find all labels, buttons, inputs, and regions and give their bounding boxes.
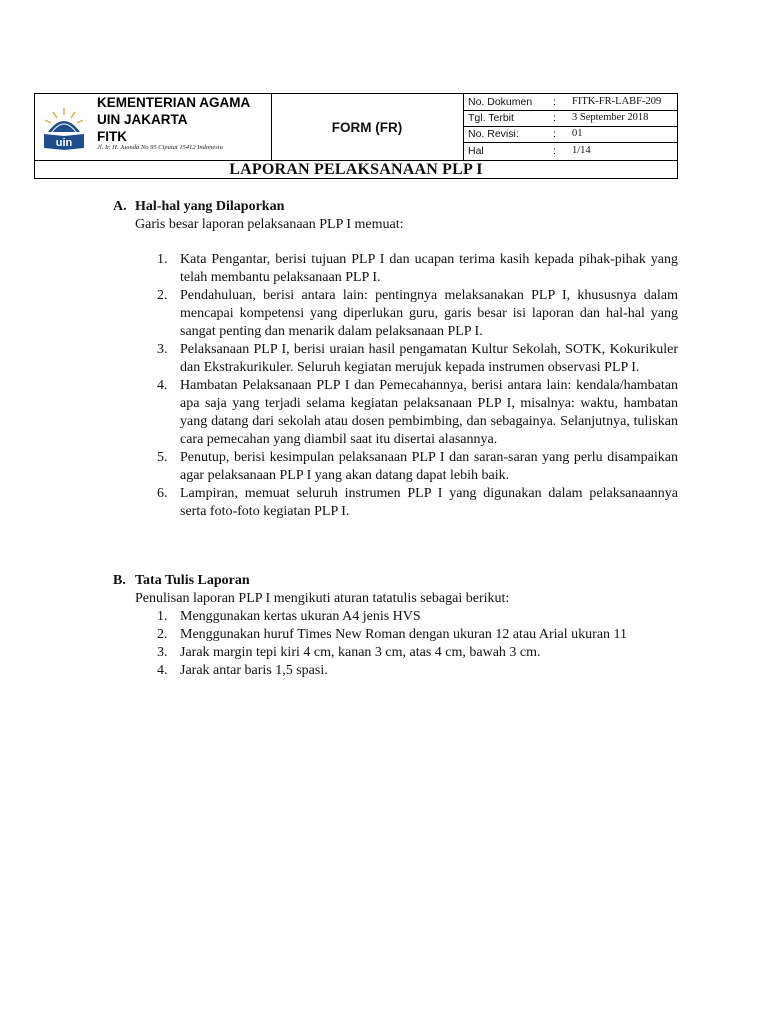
meta-separator: :: [553, 145, 556, 157]
list-item: [135, 287, 678, 341]
list-item-number: 3.: [157, 645, 168, 660]
meta-value: FITK-FR-LABF-209: [572, 96, 662, 107]
meta-row-issue-date: [463, 110, 678, 127]
list-item-number: 3.: [157, 342, 168, 357]
list-item-text: Menggunakan kertas ukuran A4 jenis HVS: [180, 609, 421, 624]
list-item-number: 2.: [157, 627, 168, 642]
institution-line-3: FITK: [97, 129, 127, 144]
list-item: [135, 485, 678, 521]
logo-text: uin: [55, 137, 73, 149]
list-item-text: Hambatan Pelaksanaan PLP I dan Pemecahannya, berisi antara lain: kendala/hambatan apa saja yang terjadi selama kegiatan pelaksanaan PLP I, misalnya: waktu, hambatan yang datang dari sekolah atau dosen pembimbing, dan sebagainya. Selanjutnya, tuliskan cara pemecahan yang diambil saat itu disertai alasannya.: [180, 378, 678, 447]
list-item-text: Pendahuluan, berisi antara lain: pentingnya melaksanakan PLP I, khususnya dalam mencapai kompetensi yang diperlukan guru, garis besar isi laporan dan hal-hal yang sangat penting dan menarik dalam pelaksanaan PLP I.: [180, 288, 678, 339]
meta-value: 01: [572, 128, 583, 139]
document-header: [34, 93, 678, 179]
list-item: [135, 644, 678, 662]
section-title: Hal-hal yang Dilaporkan: [135, 199, 285, 214]
meta-key: Tgl. Terbit: [468, 112, 514, 124]
section-b-list: [135, 608, 678, 680]
list-item-number: 1.: [157, 252, 168, 267]
meta-separator: :: [553, 128, 556, 140]
document-meta-table: [463, 94, 678, 160]
header-top-row: [35, 94, 677, 161]
section-title: Tata Tulis Laporan: [135, 573, 250, 588]
meta-key: No. Revisi:: [468, 128, 519, 140]
list-item-number: 4.: [157, 663, 168, 678]
section-b-intro: Penulisan laporan PLP I mengikuti aturan tatatulis sebagai berikut:: [135, 591, 510, 606]
list-item-number: 2.: [157, 288, 168, 303]
list-item: [135, 341, 678, 377]
list-item-text: Jarak antar baris 1,5 spasi.: [180, 663, 328, 678]
meta-separator: :: [553, 96, 556, 108]
institution-address: Jl. Ir. H. Juanda No 95 Ciputat 15412 Indonesia: [97, 144, 223, 151]
meta-row-revision: [463, 126, 678, 143]
list-item-number: 1.: [157, 609, 168, 624]
list-item: [135, 251, 678, 287]
list-item-number: 4.: [157, 378, 168, 393]
list-item-text: Menggunakan huruf Times New Roman dengan ukuran 12 atau Arial ukuran 11: [180, 627, 628, 642]
uin-logo-icon: [40, 106, 88, 150]
meta-row-page: [463, 143, 678, 159]
list-item: [135, 626, 678, 644]
meta-value: 1/14: [572, 145, 591, 156]
list-item-text: Jarak margin tepi kiri 4 cm, kanan 3 cm, atas 4 cm, bawah 3 cm.: [180, 645, 541, 660]
section-a-heading: [113, 198, 284, 216]
list-item: [135, 608, 678, 626]
section-letter: A.: [113, 199, 127, 214]
section-letter: B.: [113, 573, 126, 588]
institution-name: [97, 94, 250, 145]
list-item: [135, 377, 678, 449]
form-label: FORM (FR): [271, 94, 464, 160]
list-item-text: Lampiran, memuat seluruh instrumen PLP I yang digunakan dalam pelaksanaannya serta foto-foto kegiatan PLP I.: [180, 486, 678, 519]
list-item: [135, 449, 678, 485]
meta-key: No. Dokumen: [468, 96, 533, 108]
section-a-intro: Garis besar laporan pelaksanaan PLP I memuat:: [135, 217, 404, 232]
list-item: [135, 662, 678, 680]
meta-separator: :: [553, 112, 556, 124]
institution-line-1: KEMENTERIAN AGAMA: [97, 95, 251, 110]
list-item-number: 5.: [157, 450, 168, 465]
institution-line-2: UIN JAKARTA: [97, 112, 188, 127]
meta-row-doc-number: [463, 94, 678, 111]
section-a-list: [135, 251, 678, 521]
section-b-heading: [113, 572, 250, 590]
document-title: LAPORAN PELAKSANAAN PLP I: [229, 161, 483, 178]
list-item-text: Penutup, berisi kesimpulan pelaksanaan PLP I dan saran-saran yang perlu disampaikan agar pelaksanaan PLP I yang akan datang dapat lebih baik.: [180, 450, 678, 483]
meta-value: 3 September 2018: [572, 112, 649, 123]
institution-block: [35, 94, 272, 160]
list-item-text: Kata Pengantar, berisi tujuan PLP I dan ucapan terima kasih kepada pihak-pihak yang telah membantu pelaksanaan PLP I.: [180, 252, 678, 285]
list-item-number: 6.: [157, 486, 168, 501]
list-item-text: Pelaksanaan PLP I, berisi uraian hasil pengamatan Kultur Sekolah, SOTK, Kokurikuler dan Ekstrakurikuler. Seluruh kegiatan merujuk kepada instrumen observasi PLP I.: [180, 342, 678, 375]
meta-key: Hal: [468, 145, 484, 157]
